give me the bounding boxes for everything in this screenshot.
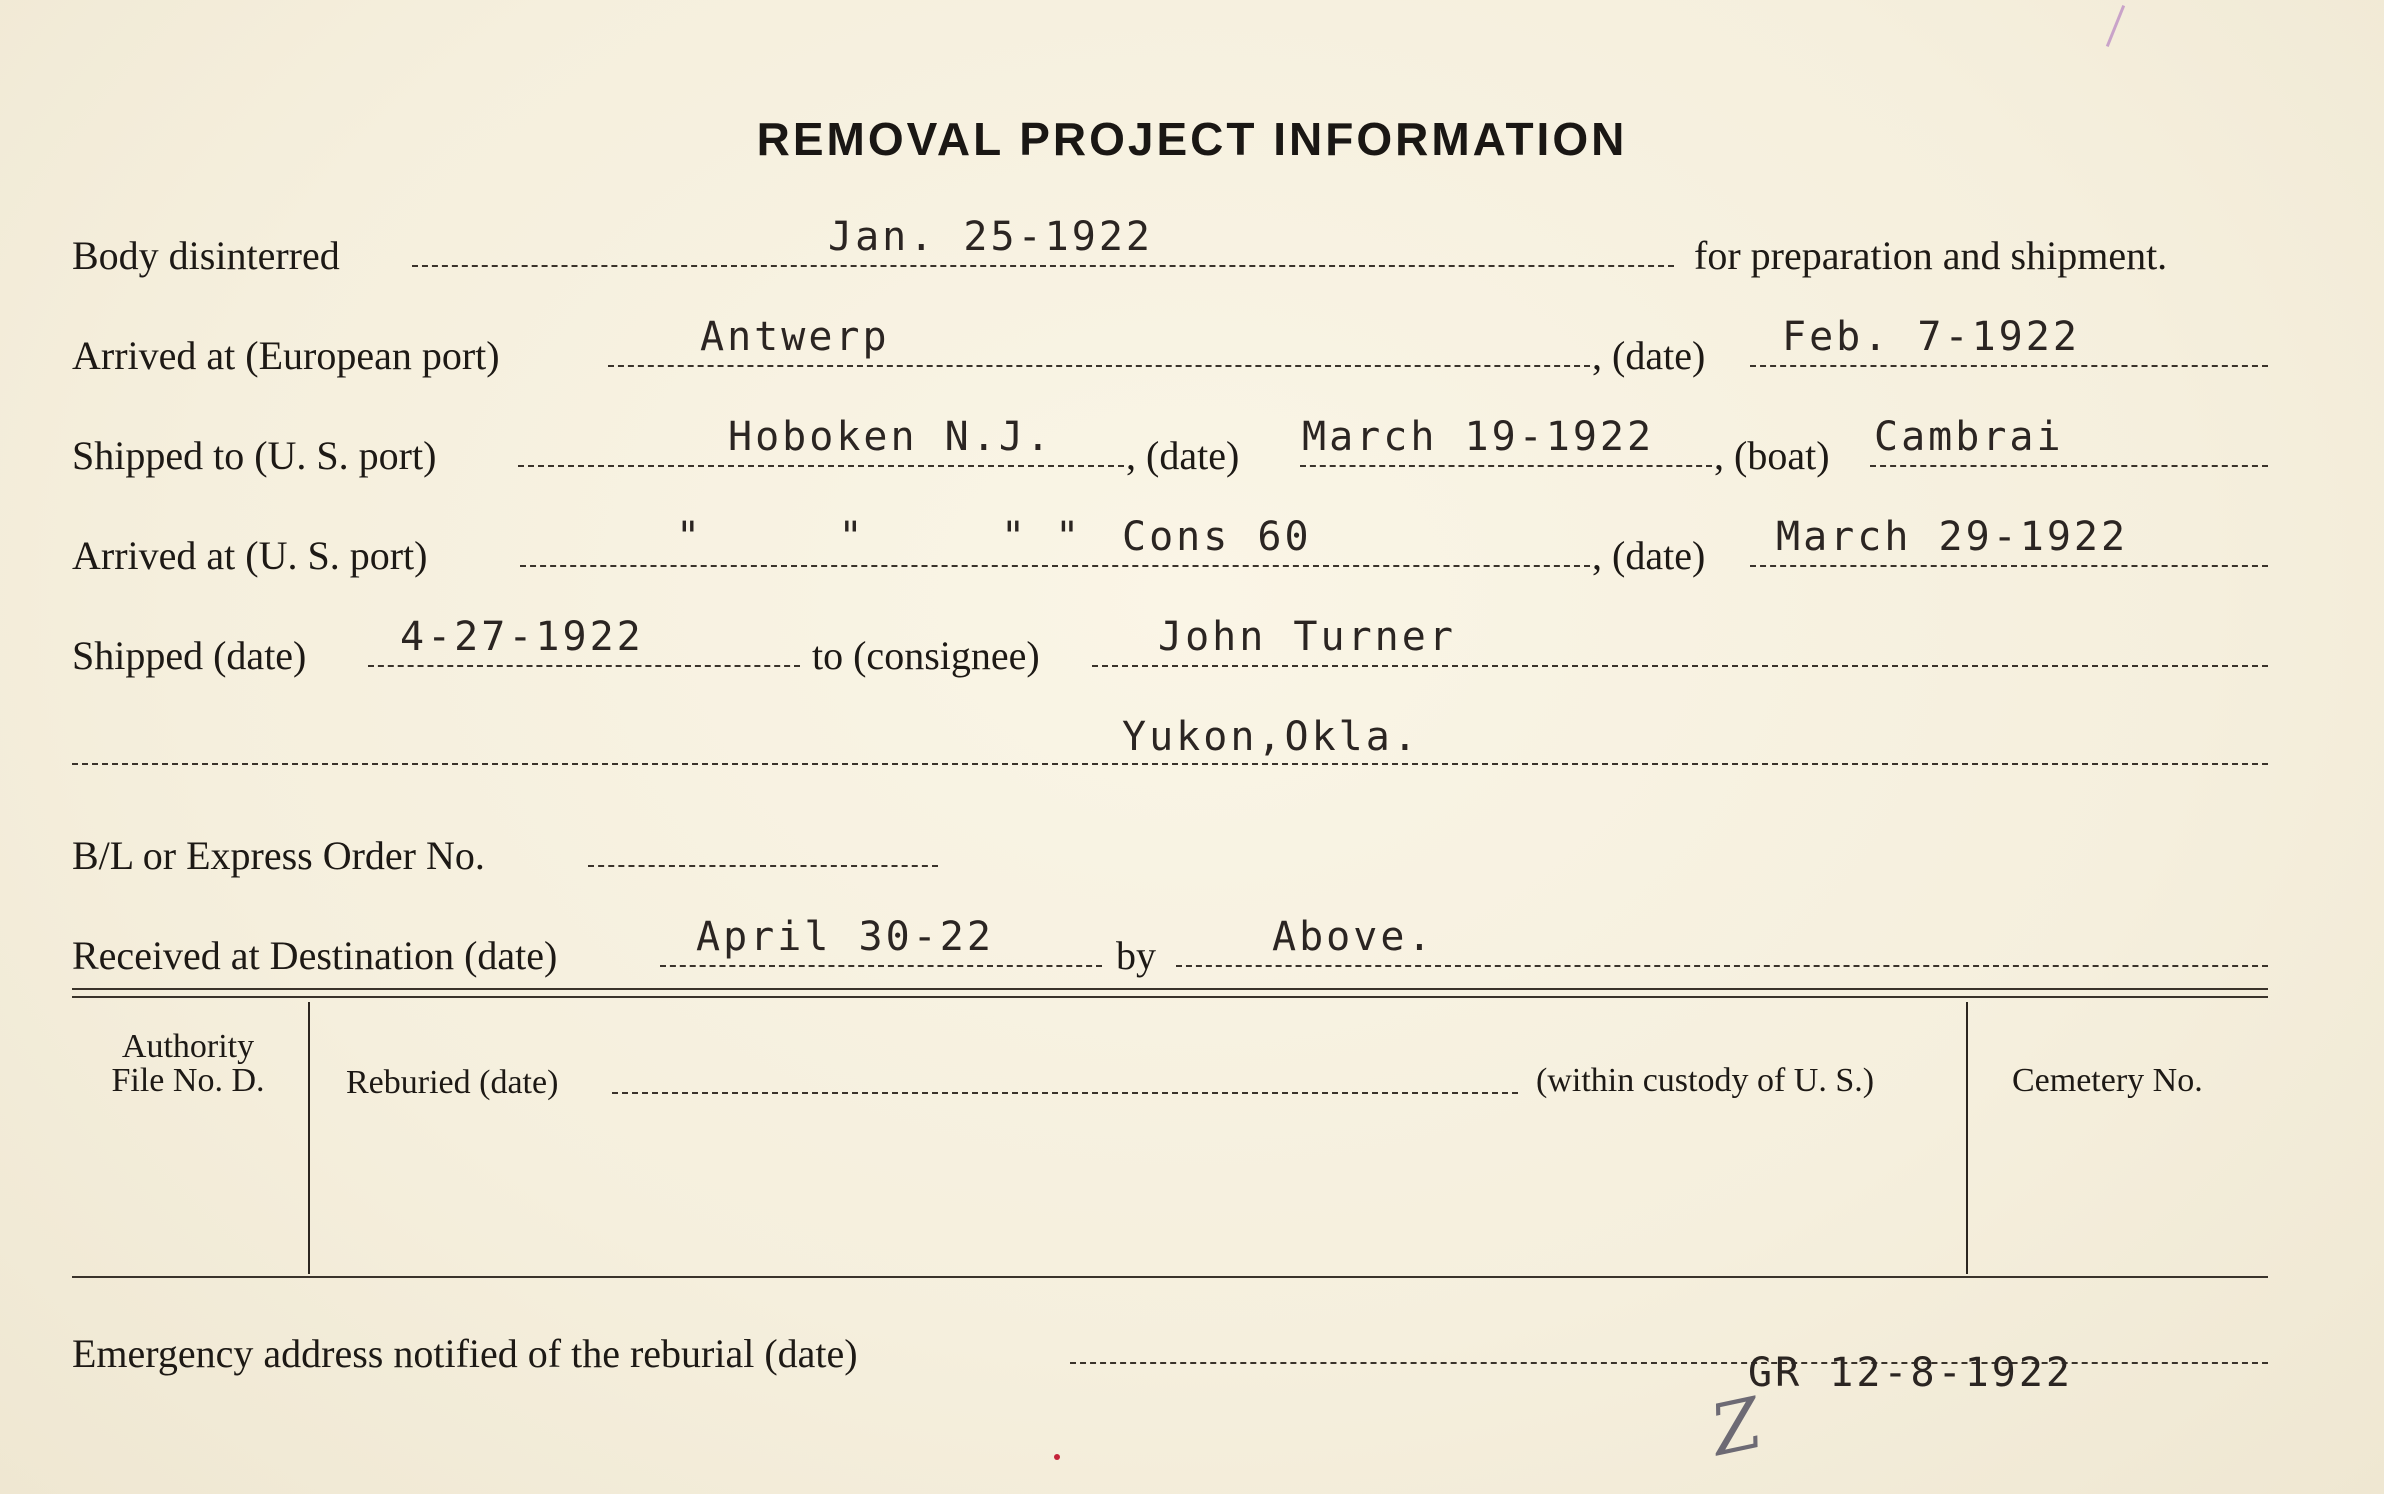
column-divider-left	[308, 1002, 310, 1274]
shipped-date-value: 4-27-1922	[400, 614, 644, 660]
us-port-line	[518, 465, 1124, 467]
gr-stamp-value: GR 12-8-1922	[1748, 1350, 2073, 1396]
received-destination-label: Received at Destination (date)	[72, 933, 558, 978]
consignee-name-value: John Turner	[1158, 614, 1456, 660]
for-preparation-label: for preparation and shipment.	[1694, 233, 2168, 278]
ship-date-line	[1300, 465, 1712, 467]
shipped-date-label: Shipped (date)	[72, 633, 307, 678]
reburied-date-line	[612, 1092, 1518, 1094]
double-rule-bottom	[72, 996, 2268, 998]
emergency-address-label: Emergency address notified of the reburial (date)	[72, 1331, 858, 1376]
double-rule-top	[72, 988, 2268, 990]
received-date-value: April 30-22	[696, 914, 994, 960]
within-custody-label: (within custody of U. S.)	[1536, 1062, 1875, 1099]
cemetery-no-label: Cemetery No.	[2012, 1062, 2203, 1099]
shipped-date-line	[368, 665, 800, 667]
card-title: REMOVAL PROJECT INFORMATION	[756, 113, 1628, 165]
received-by-label: by	[1116, 933, 1156, 978]
european-port-value: Antwerp	[700, 314, 890, 360]
authority-label-line1: Authority	[121, 1028, 255, 1065]
reburied-date-label: Reburied (date)	[346, 1064, 559, 1101]
european-date-value: Feb. 7-1922	[1782, 314, 2080, 360]
table-bottom-rule	[72, 1276, 2268, 1278]
pencil-mark	[2106, 5, 2125, 47]
consignee-address-line	[72, 763, 2268, 765]
consignee-line	[1092, 665, 2268, 667]
bl-order-line	[588, 865, 938, 867]
european-date-line	[1750, 365, 2268, 367]
ditto-marks: " " " "	[676, 514, 1083, 560]
body-disinterred-line	[412, 265, 1674, 267]
red-ink-dot	[1054, 1454, 1060, 1460]
received-by-value: Above.	[1272, 914, 1435, 960]
body-disinterred-label: Body disinterred	[72, 233, 340, 278]
boat-label: , (boat)	[1714, 433, 1830, 478]
ship-date-label: , (date)	[1126, 433, 1240, 478]
authority-file-label	[88, 1030, 288, 1098]
column-divider-right	[1966, 1002, 1968, 1274]
received-by-line	[1176, 965, 2268, 967]
handwritten-initial: Z	[1704, 1381, 1769, 1473]
received-date-line	[660, 965, 1102, 967]
us-port-value: Hoboken N.J.	[728, 414, 1053, 460]
disinterred-date-value: Jan. 25-1922	[828, 214, 1153, 260]
consignee-label: to (consignee)	[812, 633, 1040, 678]
emergency-date-line	[1070, 1362, 2268, 1364]
bl-order-label: B/L or Express Order No.	[72, 833, 485, 878]
consignee-address-value: Yukon,Okla.	[1122, 714, 1420, 760]
arrived-us-date-value: March 29-1922	[1776, 514, 2129, 560]
arrived-us-date-line	[1750, 565, 2268, 567]
arrived-us-date-label: , (date)	[1592, 533, 1706, 578]
european-date-label: , (date)	[1592, 333, 1706, 378]
ship-date-value: March 19-1922	[1302, 414, 1655, 460]
european-port-line	[608, 365, 1590, 367]
authority-label-line2: File No. D.	[111, 1062, 265, 1099]
cons-note-value: Cons 60	[1122, 514, 1312, 560]
arrived-european-label: Arrived at (European port)	[72, 333, 500, 378]
boat-line	[1870, 465, 2268, 467]
boat-name-value: Cambrai	[1874, 414, 2064, 460]
shipped-to-us-label: Shipped to (U. S. port)	[72, 433, 437, 478]
arrived-us-line	[520, 565, 1590, 567]
arrived-us-label: Arrived at (U. S. port)	[72, 533, 428, 578]
